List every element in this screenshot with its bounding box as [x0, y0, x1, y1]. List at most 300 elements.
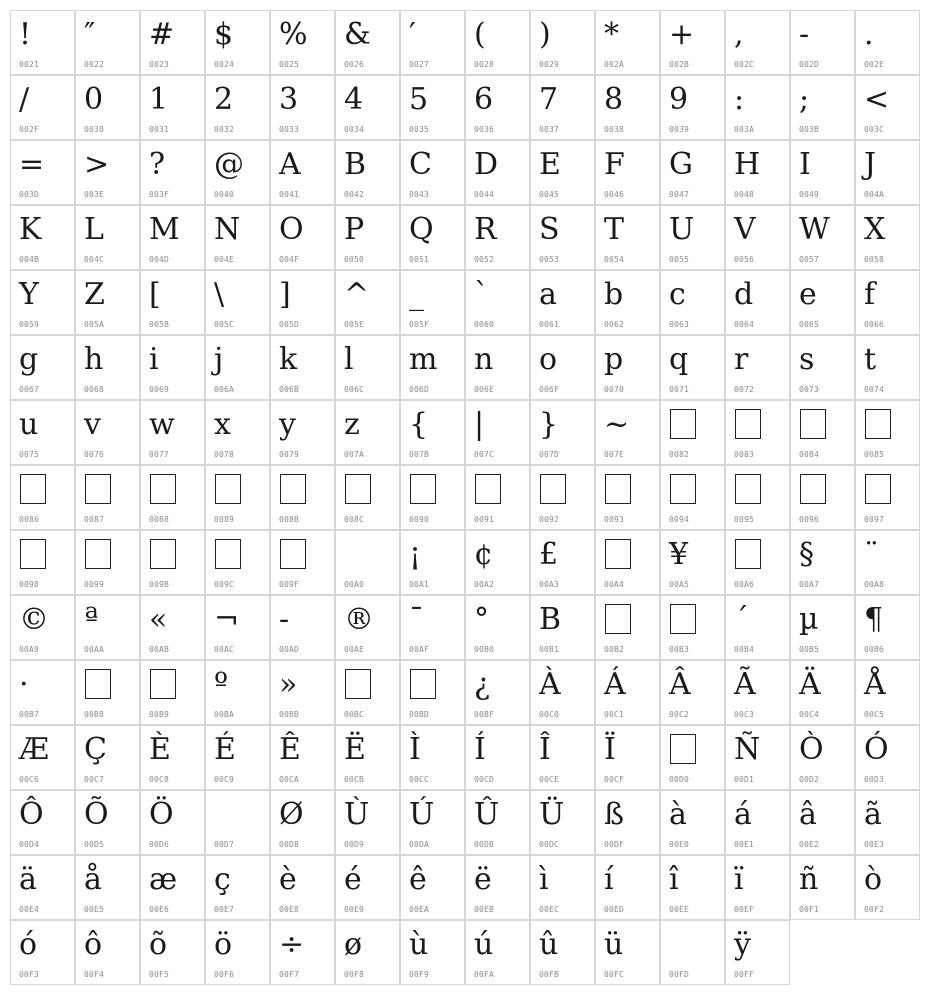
glyph-character: Æ: [19, 732, 50, 767]
glyph-character: 7: [539, 82, 559, 117]
glyph-codepoint-label: 002D: [799, 60, 820, 69]
glyph-character: J: [864, 147, 877, 182]
glyph-character: y: [279, 407, 296, 442]
missing-glyph-box-icon: [215, 474, 241, 504]
glyph-character: ′: [409, 17, 416, 52]
glyph-cell: [335, 270, 400, 335]
glyph-cell: [595, 465, 660, 530]
glyph-cell: [660, 855, 725, 920]
glyph-row: [10, 855, 920, 920]
glyph-character: +: [669, 17, 695, 52]
glyph-cell: [790, 855, 855, 920]
glyph-codepoint-label: 0065: [799, 320, 820, 329]
glyph-row: [10, 10, 920, 75]
glyph-codepoint-label: 0031: [149, 125, 170, 134]
glyph-cell: [660, 140, 725, 205]
glyph-cell: [335, 335, 400, 400]
glyph-cell: [335, 920, 400, 985]
glyph-codepoint-label: 0038: [604, 125, 625, 134]
glyph-character: ¥: [669, 537, 689, 572]
glyph-character: Ü: [539, 797, 565, 832]
glyph-cell: [75, 855, 140, 920]
glyph-cell: [660, 75, 725, 140]
glyph-character: Z: [84, 277, 105, 312]
glyph-row: [10, 140, 920, 205]
glyph-character: ~: [604, 407, 630, 442]
missing-glyph-box-icon: [85, 539, 111, 569]
glyph-codepoint-label: 0084: [799, 450, 820, 459]
glyph-codepoint-label: 0099: [84, 580, 105, 589]
glyph-codepoint-label: 00D2: [799, 775, 820, 784]
glyph-cell: [790, 790, 855, 855]
glyph-cell: [335, 75, 400, 140]
glyph-row: [10, 530, 920, 595]
glyph-character: Ï: [604, 732, 616, 767]
glyph-cell: [465, 660, 530, 725]
glyph-character: Y: [19, 277, 39, 312]
glyph-character: s: [799, 342, 815, 377]
glyph-character: Å: [864, 667, 886, 702]
glyph-codepoint-label: 0022: [84, 60, 105, 69]
glyph-character: ″: [84, 17, 96, 52]
glyph-codepoint-label: 004E: [214, 255, 235, 264]
glyph-codepoint-label: 00B4: [734, 645, 755, 654]
glyph-codepoint-label: 00EE: [669, 905, 690, 914]
glyph-codepoint-label: 00DA: [409, 840, 430, 849]
glyph-cell: [595, 920, 660, 985]
glyph-character: _: [409, 277, 424, 312]
missing-glyph-box-icon: [605, 474, 631, 504]
glyph-codepoint-label: 0096: [799, 515, 820, 524]
glyph-codepoint-label: 00AA: [84, 645, 105, 654]
glyph-cell: [205, 920, 270, 985]
glyph-cell: [530, 595, 595, 660]
glyph-cell: [75, 335, 140, 400]
glyph-cell: [205, 400, 270, 465]
glyph-character: N: [214, 212, 241, 247]
glyph-codepoint-label: 003A: [734, 125, 755, 134]
glyph-codepoint-label: 005A: [84, 320, 105, 329]
glyph-codepoint-label: 0085: [864, 450, 885, 459]
glyph-character: x: [214, 407, 231, 442]
glyph-character: æ: [149, 862, 178, 897]
glyph-codepoint-label: 00A3: [539, 580, 560, 589]
glyph-codepoint-label: 00AE: [344, 645, 365, 654]
glyph-codepoint-label: 00B7: [19, 710, 40, 719]
glyph-character: i: [149, 342, 159, 377]
glyph-cell: [465, 790, 530, 855]
glyph-codepoint-label: 0043: [409, 190, 430, 199]
glyph-character: Á: [604, 667, 626, 702]
glyph-character: £: [539, 537, 559, 572]
missing-glyph-box-icon: [280, 474, 306, 504]
glyph-cell: [790, 400, 855, 465]
glyph-codepoint-label: 00EF: [734, 905, 755, 914]
glyph-character: l: [344, 342, 354, 377]
glyph-character: |: [474, 407, 485, 442]
glyph-cell: [140, 75, 205, 140]
glyph-cell: [270, 335, 335, 400]
glyph-codepoint-label: 002F: [19, 125, 40, 134]
glyph-row: [10, 790, 920, 855]
glyph-character: Í: [474, 732, 486, 767]
glyph-codepoint-label: 00F9: [409, 970, 430, 979]
glyph-cell: [75, 10, 140, 75]
glyph-codepoint-label: 0059: [19, 320, 40, 329]
glyph-cell: [725, 595, 790, 660]
glyph-character: S: [539, 212, 560, 247]
glyph-codepoint-label: 0054: [604, 255, 625, 264]
glyph-character: ã: [864, 797, 882, 832]
glyph-cell: [790, 595, 855, 660]
glyph-cell: [725, 75, 790, 140]
glyph-codepoint-label: 00C3: [734, 710, 755, 719]
glyph-codepoint-label: 00B6: [864, 645, 885, 654]
glyph-codepoint-label: 0076: [84, 450, 105, 459]
glyph-character: k: [279, 342, 298, 377]
glyph-character: Û: [474, 797, 500, 832]
glyph-character: q: [669, 342, 689, 377]
glyph-row: [10, 660, 920, 725]
glyph-character: Ö: [149, 797, 174, 832]
glyph-cell: [270, 530, 335, 595]
glyph-cell: [725, 920, 790, 985]
glyph-cell: [465, 725, 530, 790]
glyph-character: A: [279, 147, 301, 182]
glyph-codepoint-label: 0089: [214, 515, 235, 524]
glyph-cell: [790, 75, 855, 140]
glyph-codepoint-label: 00C2: [669, 710, 690, 719]
glyph-cell: [270, 400, 335, 465]
glyph-codepoint-label: 00A7: [799, 580, 820, 589]
glyph-cell: [270, 75, 335, 140]
glyph-cell: [790, 140, 855, 205]
glyph-codepoint-label: 00F8: [344, 970, 365, 979]
glyph-cell: [75, 725, 140, 790]
glyph-codepoint-label: 00CF: [604, 775, 625, 784]
glyph-cell: [465, 205, 530, 270]
glyph-cell: [270, 205, 335, 270]
glyph-codepoint-label: 00C0: [539, 710, 560, 719]
glyph-character: ú: [474, 927, 494, 962]
glyph-character: j: [214, 342, 224, 377]
glyph-cell: [855, 530, 920, 595]
glyph-codepoint-label: 00FA: [474, 970, 495, 979]
glyph-codepoint-label: 004D: [149, 255, 170, 264]
glyph-cell: [400, 205, 465, 270]
glyph-cell: [10, 335, 75, 400]
glyph-cell: [790, 465, 855, 530]
glyph-cell: [75, 790, 140, 855]
glyph-character: Ú: [409, 797, 435, 832]
glyph-codepoint-label: 00D3: [864, 775, 885, 784]
glyph-cell: [790, 10, 855, 75]
glyph-cell: [75, 140, 140, 205]
glyph-cell: [10, 10, 75, 75]
glyph-codepoint-label: 00FC: [604, 970, 625, 979]
glyph-character: u: [19, 407, 39, 442]
glyph-codepoint-label: 005D: [279, 320, 300, 329]
glyph-cell: [790, 335, 855, 400]
missing-glyph-box-icon: [85, 474, 111, 504]
glyph-grid: [10, 10, 920, 985]
glyph-character: (: [474, 17, 486, 52]
glyph-cell: [465, 270, 530, 335]
glyph-character: ]: [279, 277, 291, 312]
glyph-character: 1: [149, 82, 169, 117]
glyph-cell: [855, 400, 920, 465]
missing-glyph-box-icon: [540, 474, 566, 504]
glyph-codepoint-label: 00E5: [84, 905, 105, 914]
glyph-character: v: [84, 407, 101, 442]
glyph-row: [10, 75, 920, 140]
glyph-character: \: [214, 277, 225, 312]
glyph-cell: [595, 660, 660, 725]
glyph-cell: [595, 75, 660, 140]
glyph-codepoint-label: 00EB: [474, 905, 495, 914]
glyph-cell: [400, 920, 465, 985]
glyph-character: h: [84, 342, 104, 377]
glyph-cell: [75, 465, 140, 530]
glyph-cell: [530, 140, 595, 205]
glyph-codepoint-label: 00C4: [799, 710, 820, 719]
glyph-character: à: [669, 797, 687, 832]
glyph-character: z: [344, 407, 360, 442]
glyph-character: â: [799, 797, 817, 832]
glyph-row: [10, 335, 920, 400]
glyph-character: T: [604, 212, 625, 247]
missing-glyph-box-icon: [800, 409, 826, 439]
glyph-cell: [790, 205, 855, 270]
glyph-character: »: [279, 667, 298, 702]
glyph-cell: [335, 465, 400, 530]
glyph-codepoint-label: 006D: [409, 385, 430, 394]
glyph-codepoint-label: 0063: [669, 320, 690, 329]
glyph-cell: [140, 465, 205, 530]
glyph-codepoint-label: 00AB: [149, 645, 170, 654]
glyph-codepoint-label: 0035: [409, 125, 430, 134]
missing-glyph-box-icon: [735, 474, 761, 504]
glyph-codepoint-label: 0073: [799, 385, 820, 394]
glyph-codepoint-label: 0049: [799, 190, 820, 199]
glyph-cell: [790, 270, 855, 335]
glyph-codepoint-label: 007A: [344, 450, 365, 459]
glyph-codepoint-label: 00DC: [539, 840, 560, 849]
glyph-codepoint-label: 0095: [734, 515, 755, 524]
glyph-codepoint-label: 0068: [84, 385, 105, 394]
glyph-codepoint-label: 008B: [279, 515, 300, 524]
glyph-codepoint-label: 0070: [604, 385, 625, 394]
glyph-codepoint-label: 00ED: [604, 905, 625, 914]
glyph-cell: [335, 205, 400, 270]
missing-glyph-box-icon: [345, 474, 371, 504]
glyph-cell: [465, 465, 530, 530]
glyph-character: ü: [604, 927, 624, 962]
glyph-character: é: [344, 862, 362, 897]
missing-glyph-box-icon: [865, 474, 891, 504]
glyph-codepoint-label: 005B: [149, 320, 170, 329]
glyph-cell: [855, 725, 920, 790]
glyph-character: Ô: [19, 797, 44, 832]
glyph-cell: [205, 205, 270, 270]
glyph-codepoint-label: 0050: [344, 255, 365, 264]
glyph-codepoint-label: 00A6: [734, 580, 755, 589]
glyph-codepoint-label: 00A4: [604, 580, 625, 589]
glyph-codepoint-label: 00E3: [864, 840, 885, 849]
glyph-cell: [335, 855, 400, 920]
glyph-cell: [465, 920, 530, 985]
glyph-codepoint-label: 00F3: [19, 970, 40, 979]
glyph-codepoint-label: 002E: [864, 60, 885, 69]
glyph-character: #: [149, 17, 175, 52]
glyph-codepoint-label: 00B9: [149, 710, 170, 719]
glyph-character: I: [799, 147, 811, 182]
glyph-character: ó: [19, 927, 38, 962]
glyph-cell: [205, 75, 270, 140]
glyph-character: g: [19, 342, 39, 377]
glyph-codepoint-label: 0042: [344, 190, 365, 199]
glyph-character: K: [19, 212, 42, 247]
glyph-codepoint-label: 0041: [279, 190, 300, 199]
glyph-cell: [400, 270, 465, 335]
glyph-cell: [465, 595, 530, 660]
glyph-cell: [660, 920, 725, 985]
glyph-character: 3: [279, 82, 299, 117]
glyph-cell: [75, 400, 140, 465]
glyph-character: /: [19, 82, 30, 117]
glyph-codepoint-label: 00CE: [539, 775, 560, 784]
glyph-codepoint-label: 00E9: [344, 905, 365, 914]
glyph-cell: [140, 725, 205, 790]
glyph-character: ·: [19, 667, 29, 702]
glyph-codepoint-label: 00BC: [344, 710, 365, 719]
glyph-codepoint-label: 006E: [474, 385, 495, 394]
glyph-character: n: [474, 342, 494, 377]
glyph-codepoint-label: 00F6: [214, 970, 235, 979]
glyph-codepoint-label: 0030: [84, 125, 105, 134]
glyph-character: L: [84, 212, 104, 247]
glyph-cell: [530, 75, 595, 140]
missing-glyph-box-icon: [150, 474, 176, 504]
glyph-codepoint-label: 005E: [344, 320, 365, 329]
glyph-cell: [140, 595, 205, 660]
glyph-character: ù: [409, 927, 429, 962]
glyph-cell: [400, 140, 465, 205]
glyph-codepoint-label: 0033: [279, 125, 300, 134]
glyph-cell: [660, 270, 725, 335]
glyph-cell: [10, 75, 75, 140]
glyph-codepoint-label: 0029: [539, 60, 560, 69]
glyph-cell: [270, 10, 335, 75]
glyph-cell: [10, 790, 75, 855]
glyph-character: ¿: [474, 667, 491, 702]
glyph-cell: [595, 140, 660, 205]
glyph-cell: [790, 660, 855, 725]
glyph-cell: [205, 530, 270, 595]
glyph-character: Õ: [84, 797, 109, 832]
glyph-character: Q: [409, 212, 434, 247]
missing-glyph-box-icon: [20, 539, 46, 569]
glyph-codepoint-label: 00D0: [669, 775, 690, 784]
glyph-codepoint-label: 005C: [214, 320, 235, 329]
glyph-codepoint-label: 002A: [604, 60, 625, 69]
glyph-codepoint-label: 00CD: [474, 775, 495, 784]
glyph-character: ì: [539, 862, 549, 897]
glyph-character: G: [669, 147, 693, 182]
glyph-codepoint-label: 00A0: [344, 580, 365, 589]
glyph-codepoint-label: 006B: [279, 385, 300, 394]
glyph-cell: [75, 530, 140, 595]
missing-glyph-box-icon: [345, 669, 371, 699]
glyph-codepoint-label: 00FF: [734, 970, 755, 979]
glyph-character: %: [279, 17, 308, 52]
glyph-codepoint-label: 00BB: [279, 710, 300, 719]
glyph-cell: [725, 140, 790, 205]
glyph-cell: [595, 10, 660, 75]
glyph-codepoint-label: 00D9: [344, 840, 365, 849]
glyph-cell: [205, 855, 270, 920]
missing-glyph-box-icon: [605, 604, 631, 634]
glyph-row: [10, 205, 920, 270]
glyph-character: î: [669, 862, 679, 897]
glyph-cell: [725, 205, 790, 270]
glyph-cell: [595, 790, 660, 855]
glyph-cell: [855, 270, 920, 335]
glyph-codepoint-label: 0036: [474, 125, 495, 134]
glyph-cell: [205, 270, 270, 335]
glyph-cell: [725, 530, 790, 595]
glyph-character: w: [149, 407, 175, 442]
glyph-codepoint-label: 008C: [344, 515, 365, 524]
glyph-codepoint-label: 00CA: [279, 775, 300, 784]
glyph-character: í: [604, 862, 614, 897]
missing-glyph-box-icon: [215, 539, 241, 569]
glyph-cell: [335, 530, 400, 595]
glyph-cell: [400, 465, 465, 530]
glyph-character: ò: [864, 862, 883, 897]
glyph-character: ï: [734, 862, 744, 897]
glyph-character: «: [149, 602, 168, 637]
glyph-cell: [140, 335, 205, 400]
glyph-character: À: [539, 667, 561, 702]
glyph-cell: [725, 660, 790, 725]
glyph-cell: [725, 465, 790, 530]
glyph-cell: [595, 725, 660, 790]
glyph-codepoint-label: 00DB: [474, 840, 495, 849]
glyph-cell: [790, 725, 855, 790]
glyph-codepoint-label: 007B: [409, 450, 430, 459]
glyph-cell: [660, 595, 725, 660]
glyph-codepoint-label: 007E: [604, 450, 625, 459]
glyph-character: Â: [669, 667, 691, 702]
glyph-character: ô: [84, 927, 103, 962]
glyph-cell: [10, 595, 75, 660]
glyph-cell: [725, 270, 790, 335]
glyph-cell: [595, 530, 660, 595]
glyph-cell: [75, 595, 140, 660]
glyph-codepoint-label: 0023: [149, 60, 170, 69]
glyph-cell: [660, 10, 725, 75]
glyph-cell: [270, 465, 335, 530]
glyph-codepoint-label: 0092: [539, 515, 560, 524]
glyph-codepoint-label: 0024: [214, 60, 235, 69]
glyph-codepoint-label: 009C: [214, 580, 235, 589]
glyph-codepoint-label: 0058: [864, 255, 885, 264]
glyph-codepoint-label: 006F: [539, 385, 560, 394]
glyph-character: C: [409, 147, 432, 182]
glyph-codepoint-label: 00D5: [84, 840, 105, 849]
glyph-codepoint-label: 00CC: [409, 775, 430, 784]
